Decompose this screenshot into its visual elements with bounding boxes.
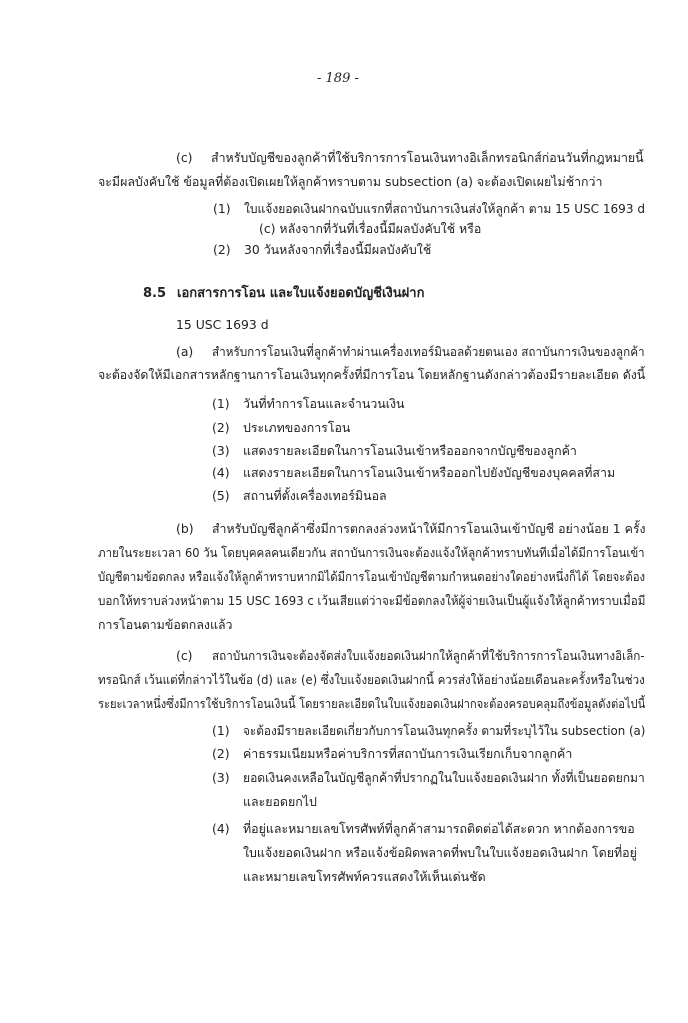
list-item-text: ที่อยู่และหมายเลขโทรศัพท์ที่ลูกค้าสามารถติดต่อได้สะดวก หากต้องการขอ [243, 821, 635, 836]
para-b-line5: การโอนตามข้อตกลงแล้ว [98, 617, 233, 632]
list-item-text: ประเภทของการโอน [243, 420, 351, 435]
list-item-text: และยอดยกไป [243, 794, 317, 809]
list-item: (2) [212, 420, 230, 435]
list-item-text: แสดงรายละเอียดในการโอนเงินเข้าหรือออกจากบัญชีของลูกค้า [243, 443, 577, 458]
list1-item1-num: (1) [213, 201, 231, 216]
list1-item1-sub: (c) หลังจากที่วันที่เรื่องนี้มีผลบังคับใช้ หรือ [259, 221, 482, 236]
para-c2-line2: ทรอนิกส์ เว้นแต่ที่กล่าวไว้ในข้อ (d) และ (e) ซึ่งใบแจ้งยอดเงินฝากนี้ ควรส่งให้อย่างน้อยเดือนละครั้งหรือในช่วง [98, 672, 645, 687]
list-item-text: ค่าธรรมเนียมหรือค่าบริการที่สถาบันการเงินเรียกเก็บจากลูกค้า [243, 746, 573, 761]
section-citation: 15 USC 1693 d [176, 317, 269, 332]
para-b-line2: ภายในระยะเวลา 60 วัน โดยบุคคลคนเดียวกัน สถาบันการเงินจะต้องแจ้งให้ลูกค้าทราบทันทีเมื่อได้มีการโอนเข้า [98, 545, 645, 560]
list-item-text: แสดงรายละเอียดในการโอนเงินเข้าหรือออกไปยังบัญชีของบุคคลที่สาม [243, 465, 616, 480]
para-a-line1: สำหรับการโอนเงินที่ลูกค้าทำผ่านเครื่องเทอร์มินอลด้วยตนเอง สถาบันการเงินของลูกค้า [212, 344, 645, 359]
para-c2-line3: ระยะเวลาหนึ่งซึ่งมีการใช้บริการโอนเงินนี้ โดยรายละเอียดในใบแจ้งยอดเงินฝากจะต้องครอบคลุมถึงข้อมูลดังต่อไปนี้ [98, 696, 646, 711]
list1-item1-text: ใบแจ้งยอดเงินฝากฉบับแรกที่สถาบันการเงินส่งให้ลูกค้า ตาม 15 USC 1693 d [244, 201, 645, 216]
para-c1-marker: (c) [176, 150, 193, 165]
list-item-text: และหมายเลขโทรศัพท์ควรแสดงให้เห็นเด่นชัด [243, 869, 486, 884]
list-item: (2) [212, 746, 230, 761]
list-item-text: วันที่ทำการโอนและจำนวนเงิน [243, 396, 405, 411]
para-c2-marker: (c) [176, 648, 193, 663]
para-b-marker: (b) [176, 521, 194, 536]
list-item-text: สถานที่ตั้งเครื่องเทอร์มินอล [243, 488, 387, 503]
section-number: 8.5 [143, 286, 167, 301]
page-number: - 189 - [317, 71, 359, 86]
list-item: (3) [212, 443, 230, 458]
para-c2-line1: สถาบันการเงินจะต้องจัดส่งใบแจ้งยอดเงินฝากให้ลูกค้าที่ใช้บริการการโอนเงินทางอิเล็ก- [212, 648, 645, 663]
list-item: (3) [212, 770, 230, 785]
para-c1-line1: สำหรับบัญชีของลูกค้าที่ใช้บริการการโอนเงินทางอิเล็กทรอนิกส์ก่อนวันที่กฎหมายนี้ [211, 150, 644, 165]
list-item: (5) [212, 488, 230, 503]
list-item: (1) [212, 723, 230, 738]
para-c1-line2: จะมีผลบังคับใช้ ข้อมูลที่ต้องเปิดเผยให้ลูกค้าทราบตาม subsection (a) จะต้องเปิดเผยไม่ช้ากว่า [98, 174, 603, 189]
para-b-line3: บัญชีตามข้อตกลง หรือแจ้งให้ลูกค้าทราบหากมิได้มีการโอนเข้าบัญชีตามกำหนดอย่างใดอย่างหนึ่งก็ได้ โดยจะต้อง [98, 569, 646, 584]
para-b-line4: บอกให้ทราบล่วงหน้าตาม 15 USC 1693 c เว้นเสียแต่ว่าจะมีข้อตกลงให้ผู้จ่ายเงินเป็นผู้แจ้งให้ลูกค้าทราบเมื่อมี [98, 593, 646, 608]
para-a-line2: จะต้องจัดให้มีเอกสารหลักฐานการโอนเงินทุกครั้งที่มีการโอน โดยหลักฐานดังกล่าวต้องมีรายละเอียด ดังนี้ [98, 367, 646, 382]
list-item: (1) [212, 396, 230, 411]
list-item: (4) [212, 465, 230, 480]
list-item: (4) [212, 821, 230, 836]
para-a-marker: (a) [176, 344, 194, 359]
list-item-text: จะต้องมีรายละเอียดเกี่ยวกับการโอนเงินทุกครั้ง ตามที่ระบุไว้ใน subsection (a) [243, 723, 646, 738]
list1-item2-text: 30 วันหลังจากที่เรื่องนี้มีผลบังคับใช้ [244, 242, 432, 257]
list1-item2-num: (2) [213, 242, 231, 257]
section-title: เอกสารการโอน และใบแจ้งยอดบัญชีเงินฝาก [177, 286, 425, 301]
para-b-line1: สำหรับบัญชีลูกค้าซึ่งมีการตกลงล่วงหน้าให้มีการโอนเงินเข้าบัญชี อย่างน้อย 1 ครั้ง [212, 521, 646, 536]
list-item-text: ใบแจ้งยอดเงินฝาก หรือแจ้งข้อผิดพลาดที่พบในใบแจ้งยอดเงินฝาก โดยที่อยู่ [243, 845, 637, 860]
list-item-text: ยอดเงินคงเหลือในบัญชีลูกค้าที่ปรากฏในใบแจ้งยอดเงินฝาก ทั้งที่เป็นยอดยกมา [243, 770, 645, 785]
